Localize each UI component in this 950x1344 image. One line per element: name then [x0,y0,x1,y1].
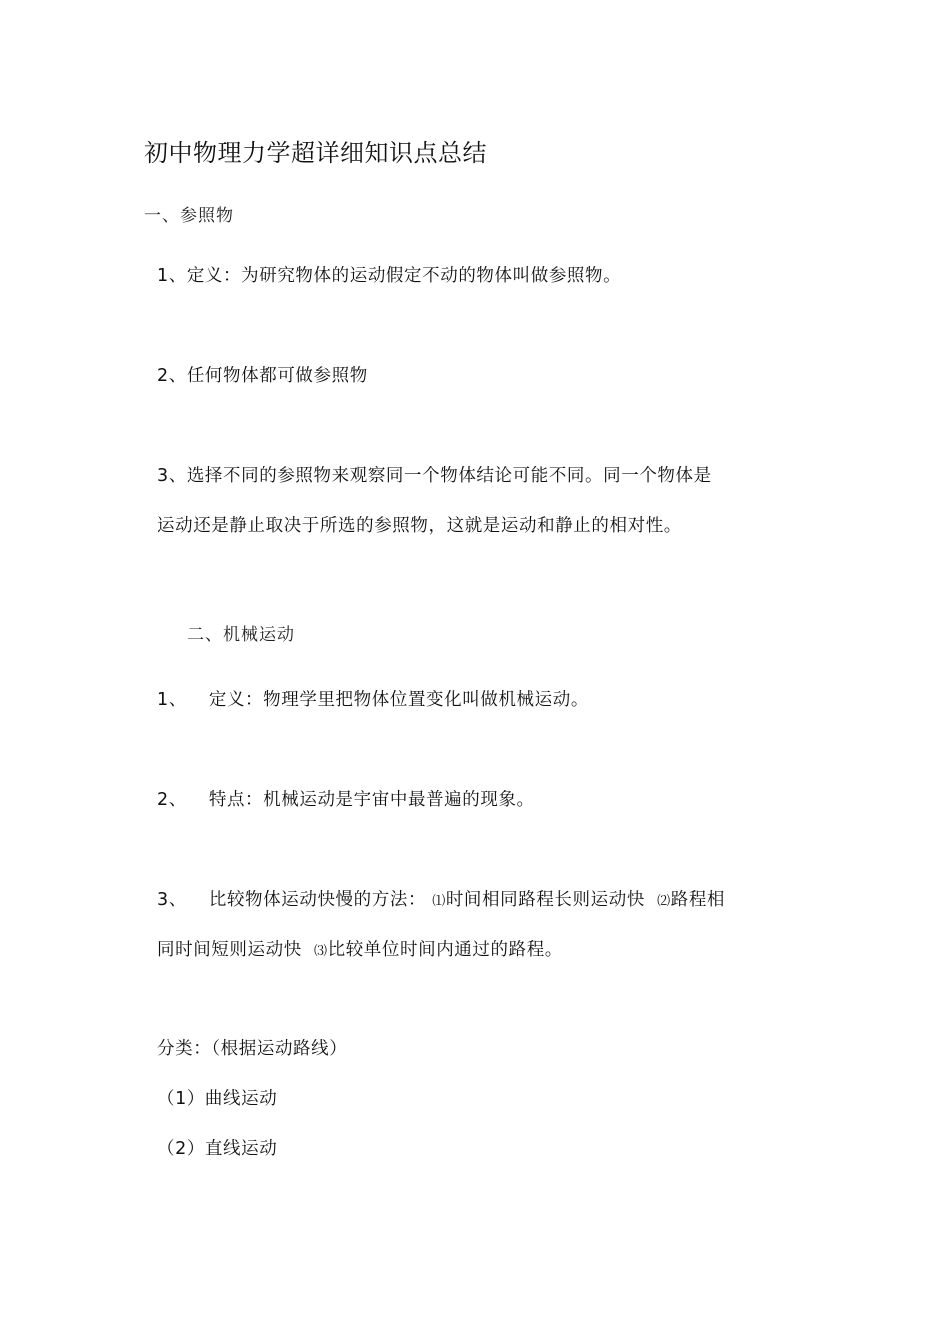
paragraph-compare-speed-line2 [157,942,563,960]
method-text: 比较单位时间内通过的路程。 [327,940,563,960]
paragraph-compare-speed-line1 [157,892,725,910]
method-marker: ⑴ [432,894,446,909]
paragraph-mechanical-definition [157,692,589,710]
method-marker: ⑶ [313,944,328,959]
classification-curved: （1）曲线运动 [157,1089,278,1109]
method-text: 同时间短则运动快 [157,940,302,960]
method-text: 时间相同路程长则运动快 [445,890,645,910]
list-number: 1、 [157,690,187,710]
paragraph-mechanical-feature [157,792,535,810]
paragraph-definition: 1、定义：为研究物体的运动假定不动的物体叫做参照物。 [157,266,622,286]
method-marker: ⑵ [657,894,671,909]
list-number: 2、 [157,790,187,810]
section-heading-mechanical-motion: 二、机械运动 [187,625,295,645]
paragraph-relativity-line2: 运动还是静止取决于所选的参照物，这就是运动和静止的相对性。 [157,516,682,536]
classification-straight: （2）直线运动 [157,1139,278,1159]
list-text: 定义：物理学里把物体位置变化叫做机械运动。 [208,690,589,710]
list-text: 比较物体运动快慢的方法： [208,890,427,910]
list-number: 3、 [157,890,187,910]
paragraph-relativity-line1: 3、选择不同的参照物来观察同一个物体结论可能不同。同一个物体是 [157,466,712,486]
paragraph-classification: 分类：（根据运动路线） [157,1039,348,1059]
document-title: 初中物理力学超详细知识点总结 [144,139,487,167]
section-heading-reference: 一、参照物 [144,206,234,226]
list-text: 特点：机械运动是宇宙中最普遍的现象。 [208,790,535,810]
method-text: 路程相 [670,890,726,910]
paragraph-any-object: 2、任何物体都可做参照物 [157,366,368,386]
